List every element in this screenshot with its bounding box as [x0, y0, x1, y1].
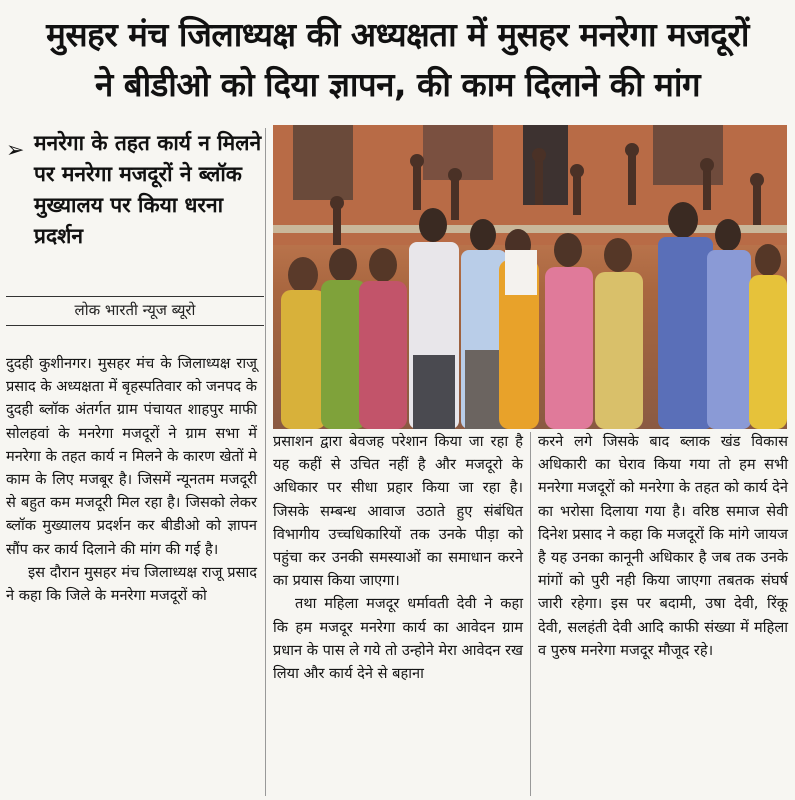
paragraph: तथा महिला मजदूर धर्मावती देवी ने कहा कि हम मजदूर मनरेगा कार्य का आवेदन ग्राम प्रधान के पास ले गये तो उन्होने मेरा आवेदन रख लिया और कार्य देने से बहाना: [273, 595, 523, 683]
headline-line-2: ने बीडीओ को दिया ज्ञापन, की काम दिलाने की मांग: [94, 65, 701, 104]
subheadline-block: [6, 128, 264, 252]
paragraph: इस दौरान मुसहर मंच जिलाध्यक्ष राजू प्रसाद ने कहा कि जिले के मनरेगा मजदूरों को: [6, 563, 257, 605]
protest-photo-illustration: [273, 125, 787, 429]
subheadline: मनरेगा के तहत कार्य न मिलने पर मनरेगा मजदूरों ने ब्लॉक मुख्यालय पर किया धरना प्रदर्शन: [34, 131, 262, 248]
article-column-1: [6, 352, 257, 607]
arrow-bullet-icon: ➢: [6, 138, 25, 163]
article-column-3: [538, 430, 788, 662]
byline: लोक भारती न्यूज ब्यूरो: [74, 301, 196, 319]
column-divider-1: [265, 128, 266, 796]
paragraph: करने लगे जिसके बाद ब्लाक खंड विकास अधिकारी का घेराव किया गया तो हम सभी मनरेगा मजदूरों को मनरेगा के तहत को कार्य देने का भरोसा दिलाया गया है। वरिष्ठ समाज सेवी दिनेश प्रसाद ने कहा कि मजदूरों कि मांगे जायज है यह उनका कानूनी अधिकार है जब तक उनके मांगों को पुरी नही किया जाएगा तबतक संघर्ष जारी रहेगा। इस पर बदामी, उषा देवी, रिंकू देवी, सलहंती देवी आदि काफी संख्या में महिला व पुरुष मनरेगा मजदूर मौजूद रहे।: [538, 433, 788, 659]
byline-top-rule: [6, 296, 264, 297]
byline-bottom-rule: [6, 325, 264, 326]
paragraph: दुदही कुशीनगर। मुसहर मंच के जिलाध्यक्ष राजू प्रसाद के अध्यक्षता में बृहस्पतिवार को जनपद के दुदही ब्लॉक अंतर्गत ग्राम पंचायत शाहपुर माफी सोलहवां के मनरेगा मजदूरों ने ग्राम सभा में मनरेगा के तहत कार्य न मिलने के कारण खेतों मे काम के लिए मजबूर है। जिसमें न्यूनतम मजदूरी से बहुत कम मजदूरी मिल रहा है। जिसको लेकर ब्लॉक मुख्यालय प्रदर्शन कर बीडीओ को ज्ञापन सौंप कर कार्य दिलाने की मांग की गई है।: [6, 355, 257, 558]
paragraph: प्रसाशन द्वारा बेवजह परेशान किया जा रहा है यह कहीं से उचित नहीं है और मजदूरो के अधिकार पर सीधा प्रहार किया जा रहा है। जिसके सम्बन्ध आवाज उठाते हुए संबंधित विभागीय उच्चधिकारियों तक उनके पीड़ा को पहुंचा कर उनकी समस्याओं का समाधान करने का प्रयास किया जाएगा।: [273, 433, 523, 590]
column-divider-2: [530, 432, 531, 796]
protest-photo-icon: [273, 125, 787, 429]
headline-line-1: मुसहर मंच जिलाध्यक्ष की अध्यक्षता में मुसहर मनरेगा मजदूरों: [46, 15, 749, 54]
headline: [0, 0, 795, 124]
article-column-2: [273, 430, 523, 685]
